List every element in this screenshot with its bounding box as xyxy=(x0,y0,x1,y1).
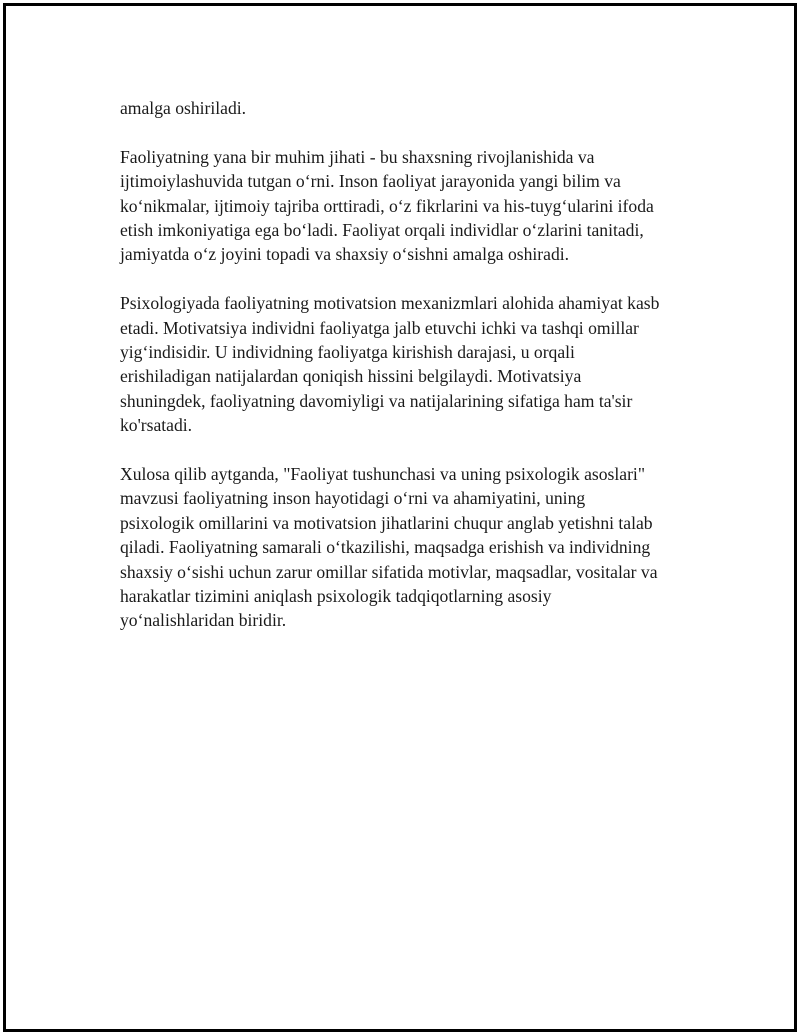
text-line: etish imkoniyatiga ega boʻladi. Faoliyat orqali individlar oʻzlarini tanitadi, xyxy=(120,220,644,241)
text-line: Xulosa qilib aytganda, "Faoliyat tushunchasi va uning psixologik asoslari" xyxy=(120,464,646,485)
text-line: shaxsiy oʻsishi uchun zarur omillar sifatida motivlar, maqsadlar, vositalar va xyxy=(120,561,658,582)
document-body xyxy=(120,96,680,657)
page-border xyxy=(3,3,797,1032)
paragraph-social-development xyxy=(120,145,680,267)
text-line: erishiladigan natijalardan qoniqish hissini belgilaydi. Motivatsiya xyxy=(120,366,582,387)
text-line: etadi. Motivatsiya individni faoliyatga jalb etuvchi ichki va tashqi omillar xyxy=(120,317,639,338)
text-line: koʻnikmalar, ijtimoiy tajriba orttiradi, oʻz fikrlarini va his-tuygʻularini ifoda xyxy=(120,195,654,216)
text-line: jamiyatda oʻz joyini topadi va shaxsiy oʻsishni amalga oshiradi. xyxy=(120,244,570,265)
paragraph-continuation xyxy=(120,96,680,120)
text-line: ko'rsatadi. xyxy=(120,415,193,436)
text-line: qiladi. Faoliyatning samarali oʻtkazilishi, maqsadga erishish va individning xyxy=(120,537,651,558)
text-line: harakatlar tizimini aniqlash psixologik tadqiqotlarning asosiy xyxy=(120,586,552,607)
text-line: ijtimoiylashuvida tutgan oʻrni. Inson faoliyat jarayonida yangi bilim va xyxy=(120,171,621,192)
paragraph-conclusion xyxy=(120,462,680,633)
text-line: Faoliyatning yana bir muhim jihati - bu shaxsning rivojlanishida va xyxy=(120,146,595,167)
text-line: psixologik omillarini va motivatsion jihatlarini chuqur anglab yetishni talab xyxy=(120,512,653,533)
text-line: mavzusi faoliyatning inson hayotidagi oʻrni va ahamiyatini, uning xyxy=(120,488,586,509)
paragraph-motivation xyxy=(120,291,680,437)
text-line: yoʻnalishlaridan biridir. xyxy=(120,610,287,631)
text-line: yigʻindisidir. U individning faoliyatga kirishish darajasi, u orqali xyxy=(120,342,575,363)
text-line: amalga oshiriladi. xyxy=(120,98,247,118)
text-line: Psixologiyada faoliyatning motivatsion mexanizmlari alohida ahamiyat kasb xyxy=(120,293,660,314)
text-line: shuningdek, faoliyatning davomiyligi va natijalarining sifatiga ham ta'sir xyxy=(120,390,633,411)
